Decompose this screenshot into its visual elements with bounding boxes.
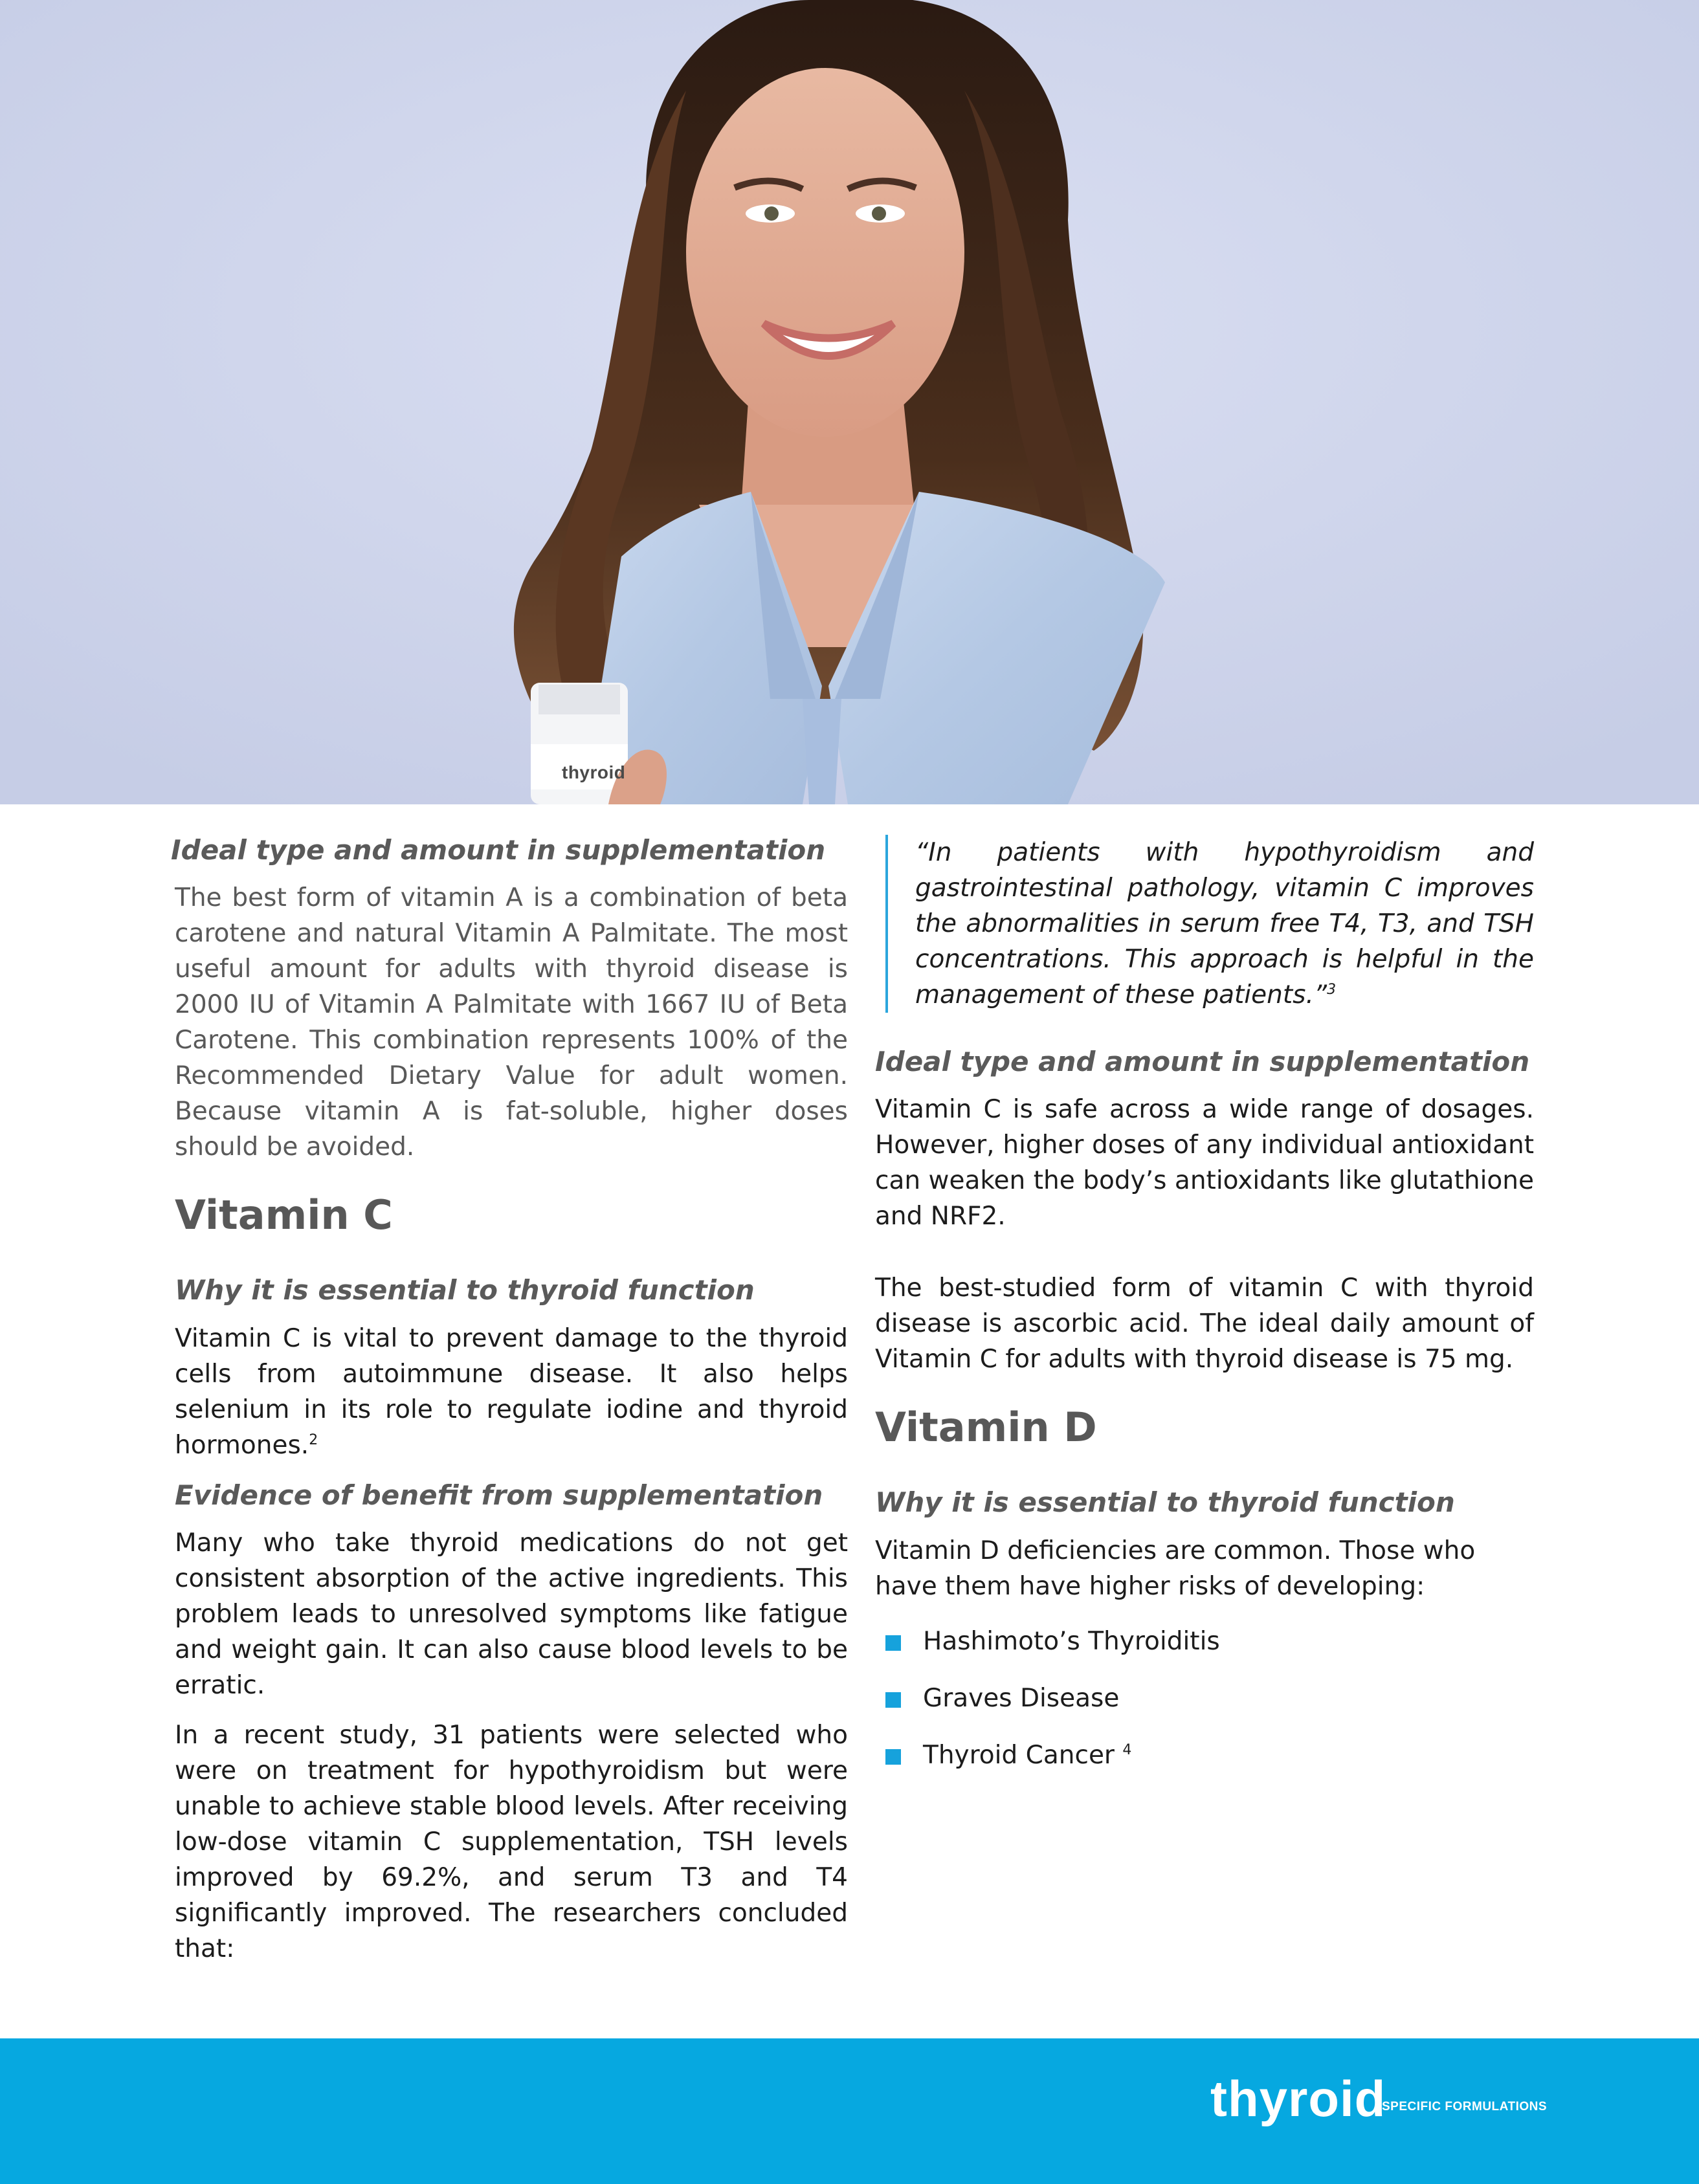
footnote-ref-2: 2: [309, 1431, 318, 1448]
heading-why-vitamin-d: Why it is essential to thyroid function: [875, 1486, 1455, 1519]
footer-bar: [0, 2038, 1699, 2184]
bullet-square-icon: [885, 1635, 901, 1651]
hero-photo: [0, 0, 1699, 804]
bottle-label: thyroid: [562, 762, 626, 782]
research-quote-text: “In patients with hypothyroidism and gastrointestinal pathology, vitamin C improves the abnormalities in serum free T4, T3, and TSH concentrations. This approach is helpful in the management of these patients.”: [915, 838, 1534, 1009]
footer-brand-logo: thyroid: [1210, 2070, 1386, 2127]
footer-brand-tagline: SPECIFIC FORMULATIONS: [1382, 2100, 1548, 2113]
paragraph-vitamin-d-risks: Vitamin D deficiencies are common. Those who have them have higher risks of developing:: [875, 1536, 1476, 1601]
paragraph-evidence-2: In a recent study, 31 patients were selected who were on treatment for hypothyroidism but were unable to achieve stable blood levels. After receiving low-dose vitamin C supplementation, TSH levels improved by 69.2%, and serum T3 and T4 significantly improved. The researchers concluded that:: [175, 1721, 848, 1964]
paragraph-vitamin-c-safety: Vitamin C is safe across a wide range of dosages. However, higher doses of any individual antioxidant can weaken the body’s antioxidants like glutathione and NRF2.: [875, 1095, 1534, 1231]
paragraph-vitamin-c-form: The best-studied form of vitamin C with thyroid disease is ascorbic acid. The ideal daily amount of Vitamin C for adults with thyroid disease is 75 mg.: [875, 1274, 1534, 1374]
portrait-illustration: [0, 0, 1699, 804]
left-column: [171, 834, 848, 1967]
footnote-ref-4: 4: [1122, 1741, 1132, 1758]
paragraph-evidence-1: Many who take thyroid medications do not get consistent absorption of the active ingredients. This problem leads to unresolved symptoms like fatigue and weight gain. It can also cause blood levels to be erratic.: [175, 1528, 848, 1701]
bullet-square-icon: [885, 1692, 901, 1708]
list-item-label: Graves Disease: [923, 1683, 1120, 1713]
bullet-square-icon: [885, 1749, 901, 1765]
list-item-label: Thyroid Cancer: [923, 1740, 1115, 1770]
paragraph-vitamin-a-dosage: The best form of vitamin A is a combination of beta carotene and natural Vitamin A Palmitate. The most useful amount for adults with thyroid disease is 2000 IU of Vitamin A Palmitate with 1667 IU of Beta Carotene. This combination represents 100% of the Recommended Dietary Value for adult women. Because vitamin A is fat-soluble, higher doses should be avoided.: [175, 883, 848, 1162]
list-item-label: Hashimoto’s Thyroiditis: [923, 1626, 1220, 1656]
list-item: [875, 1737, 1534, 1773]
heading-ideal-vitamin-a: Ideal type and amount in supplementation: [171, 834, 826, 866]
list-item: [875, 1624, 1534, 1659]
research-quote: [885, 835, 1534, 1013]
heading-vitamin-d: Vitamin D: [875, 1404, 1097, 1451]
right-column: [875, 835, 1534, 1794]
footnote-ref-3: 3: [1327, 982, 1337, 998]
heading-evidence-vitamin-c: Evidence of benefit from supplementation: [175, 1479, 823, 1511]
list-item: [875, 1681, 1534, 1716]
heading-ideal-vitamin-c: Ideal type and amount in supplementation: [875, 1046, 1530, 1077]
paragraph-why-vitamin-c-text: Vitamin C is vital to prevent damage to the thyroid cells from autoimmune disease. It also helps selenium in its role to regulate iodine and thyroid hormones.: [175, 1323, 848, 1460]
paragraph-why-vitamin-c: [175, 1321, 848, 1463]
risk-list: [875, 1624, 1534, 1773]
heading-vitamin-c: Vitamin C: [175, 1191, 393, 1239]
heading-why-vitamin-c: Why it is essential to thyroid function: [175, 1274, 755, 1307]
